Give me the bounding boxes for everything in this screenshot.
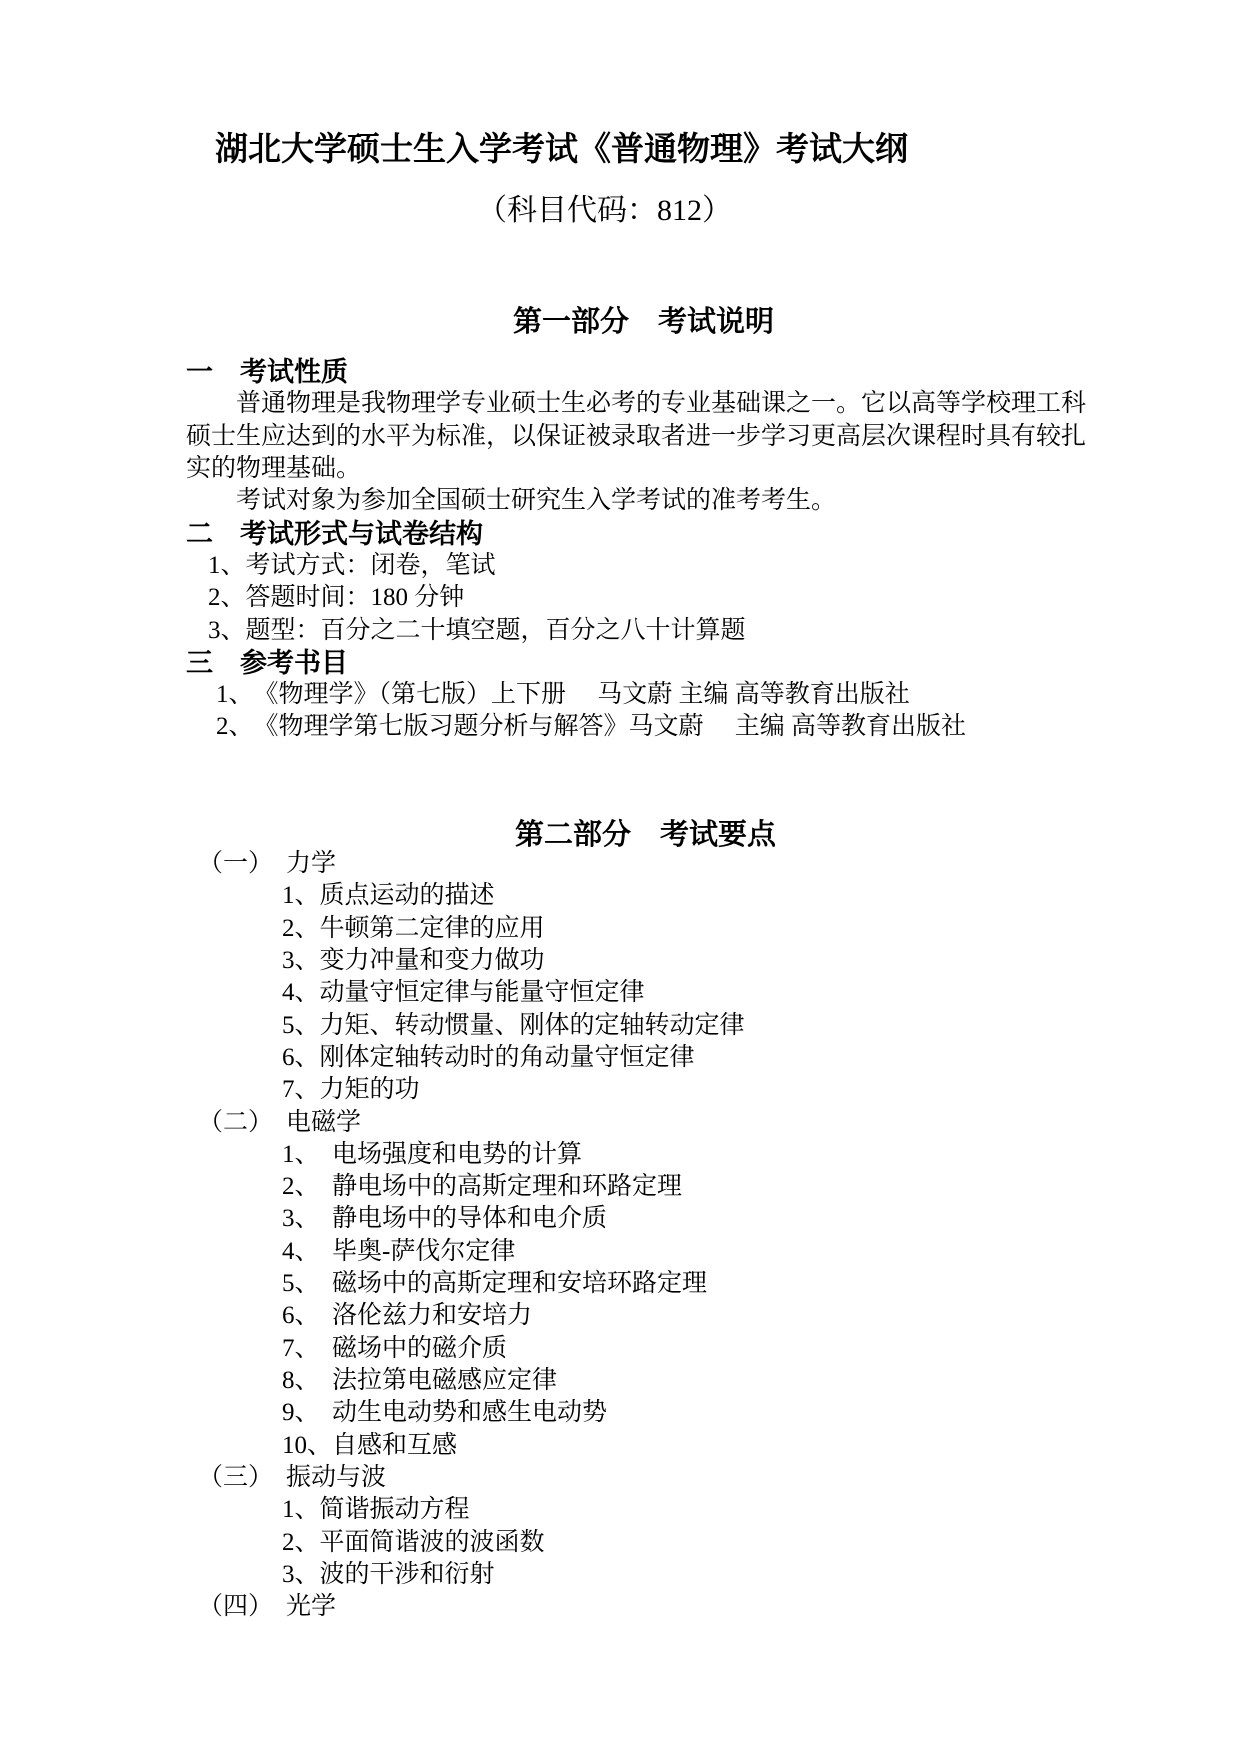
part2-body <box>186 848 745 1624</box>
topic-item: 4、 毕奥-萨伐尔定律 <box>282 1237 516 1265</box>
section-title: 电磁学 <box>286 1108 362 1136</box>
section-label: 三 <box>186 647 213 678</box>
section-label: （一） <box>198 850 274 877</box>
audience-line: 考试对象为参加全国硕士研究生入学考试的准考考生。 <box>236 487 837 515</box>
intro-line: 实的物理基础。 <box>186 454 362 482</box>
topic-item: 3、变力冲量和变力做功 <box>282 946 545 974</box>
topic-item: 4、动量守恒定律与能量守恒定律 <box>282 979 645 1007</box>
topic-item: 10、自感和互感 <box>282 1431 458 1459</box>
part1-heading: 第一部分 考试说明 <box>513 306 775 338</box>
section-title: 光学 <box>286 1593 337 1621</box>
intro-line: 硕士生应达到的水平为标准，以保证被录取者进一步学习更高层次课程时具有较扎 <box>186 422 1087 450</box>
topic-item: 3、 静电场中的导体和电介质 <box>282 1205 608 1233</box>
reference-book-item: 2、 《物理学第七版习题分析与解答》马文蔚 主编 高等教育出版社 <box>216 713 967 741</box>
section-heading-exam-nature <box>186 356 1086 388</box>
topic-item: 1、 电场强度和电势的计算 <box>282 1140 583 1168</box>
topic-item: 5、力矩、转动惯量、刚体的定轴转动定律 <box>282 1011 745 1039</box>
exam-format-item: 3、题型：百分之二十填空题，百分之八十计算题 <box>208 616 746 644</box>
topic-item: 1、质点运动的描述 <box>282 882 495 910</box>
topic-section-mechanics <box>186 848 745 880</box>
exam-format-item: 2、答题时间：180 分钟 <box>208 584 465 612</box>
section-title: 振动与波 <box>286 1463 387 1491</box>
exam-format-item: 1、考试方式：闭卷，笔试 <box>208 551 496 579</box>
subject-code: （科目代码：812） <box>477 194 732 227</box>
topic-section-vibration-waves <box>186 1462 745 1494</box>
section-heading-exam-format <box>186 518 1086 550</box>
section-label: （四） <box>198 1593 274 1621</box>
section-label: 二 <box>186 518 213 549</box>
reference-book-item: 1、 《物理学》（第七版）上下册 马文蔚 主编 高等教育出版社 <box>216 681 910 709</box>
document-title: 湖北大学硕士生入学考试《普通物理》考试大纲 <box>215 130 908 167</box>
part2-heading: 第二部分 考试要点 <box>515 819 777 851</box>
topic-item: 2、平面简谐波的波函数 <box>282 1528 545 1556</box>
section-title: 考试形式与试卷结构 <box>240 518 483 549</box>
topic-item: 8、 法拉第电磁感应定律 <box>282 1367 558 1394</box>
section-title: 力学 <box>286 850 337 877</box>
topic-section-optics <box>186 1591 745 1623</box>
topic-item: 7、 磁场中的磁介质 <box>282 1334 508 1362</box>
topic-item: 9、 动生电动势和感生电动势 <box>282 1399 608 1427</box>
section-label: （三） <box>198 1463 274 1491</box>
topic-item: 2、牛顿第二定律的应用 <box>282 914 545 942</box>
section-heading-references <box>186 647 1086 679</box>
part1-body <box>186 356 1086 744</box>
section-label: （二） <box>198 1108 274 1136</box>
topic-item: 3、波的干涉和衍射 <box>282 1560 495 1588</box>
topic-section-electromagnetism <box>186 1107 745 1139</box>
topic-item: 6、刚体定轴转动时的角动量守恒定律 <box>282 1043 695 1071</box>
section-title: 参考书目 <box>240 647 348 678</box>
section-label: 一 <box>186 357 213 387</box>
topic-item: 7、力矩的功 <box>282 1076 420 1104</box>
section-title: 考试性质 <box>240 357 348 387</box>
topic-item: 1、简谐振动方程 <box>282 1496 470 1524</box>
intro-line: 普通物理是我物理学专业硕士生必考的专业基础课之一。它以高等学校理工科 <box>236 390 1087 418</box>
topic-item: 5、 磁场中的高斯定理和安培环路定理 <box>282 1270 708 1298</box>
topic-item: 2、 静电场中的高斯定理和环路定理 <box>282 1173 683 1201</box>
topic-item: 6、 洛伦兹力和安培力 <box>282 1302 533 1330</box>
